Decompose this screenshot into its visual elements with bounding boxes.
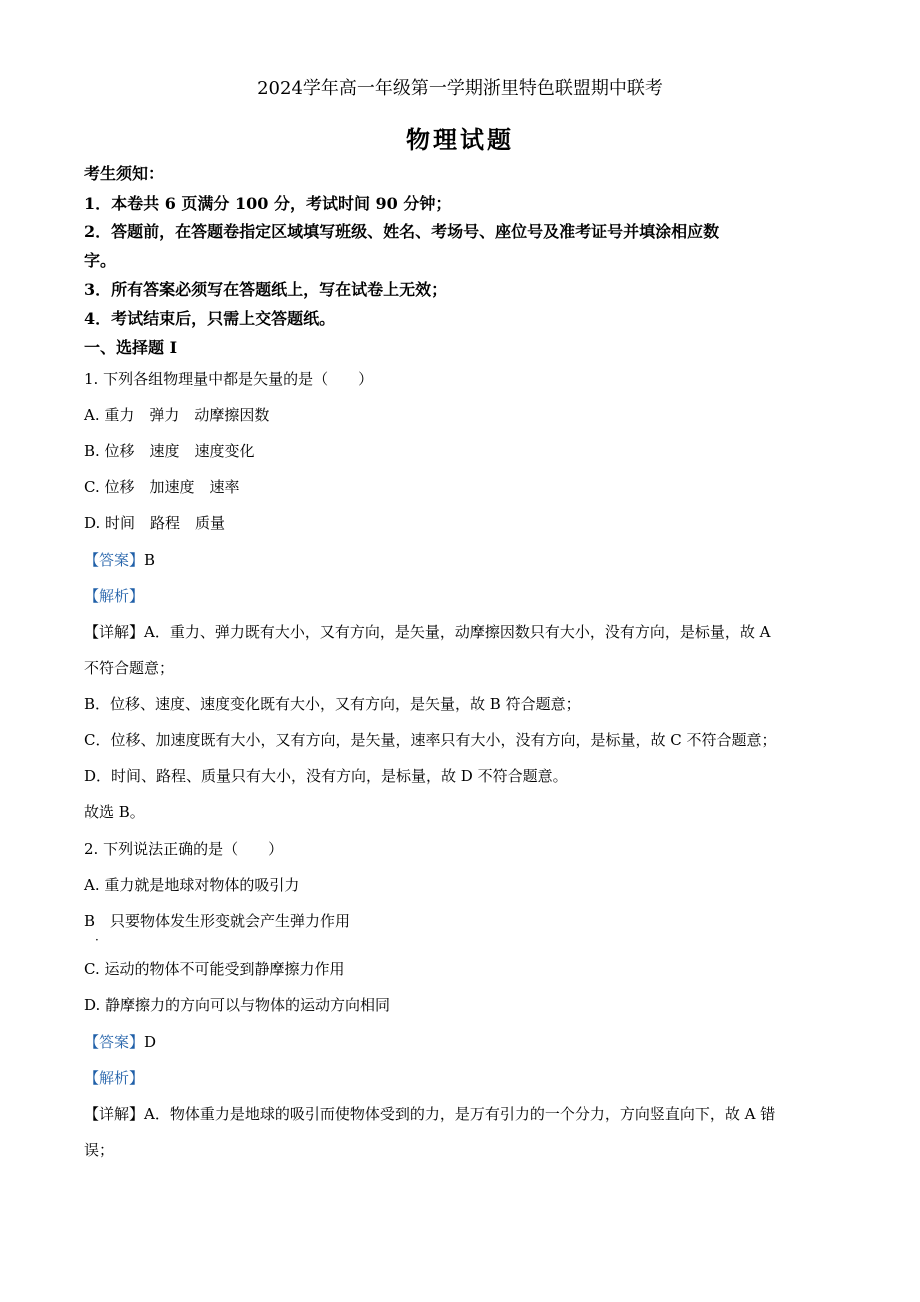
notice-heading: 考生须知： xyxy=(84,164,165,183)
question-2-option-a: A. 重力就是地球对物体的吸引力 xyxy=(84,876,300,894)
exam-title: 2024学年高一年级第一学期浙里特色联盟期中联考 xyxy=(257,78,663,99)
answer-value: D xyxy=(144,1033,157,1051)
detail-line: D．时间、路程、质量只有大小，没有方向，是标量，故 D 不符合题意。 xyxy=(84,767,568,785)
section-title: 一、选择题 I xyxy=(84,338,178,357)
answer-tag: 【答案】 xyxy=(84,551,145,569)
question-1-option-c: C. 位移 加速度 速率 xyxy=(84,478,240,496)
detail-line: 不符合题意； xyxy=(84,659,175,677)
question-2-analysis-tag: 【解析】 xyxy=(84,1069,145,1087)
detail-line: A．重力、弹力既有大小，又有方向，是矢量，动摩擦因数只有大小，没有方向，是标量，故 A xyxy=(144,623,771,641)
detail-tag: 【详解】 xyxy=(84,1105,145,1123)
detail-line: A．物体重力是地球的吸引而使物体受到的力，是万有引力的一个分力，方向竖直向下，故 A 错 xyxy=(144,1105,776,1123)
question-2-option-d: D. 静摩擦力的方向可以与物体的运动方向相同 xyxy=(84,996,391,1014)
detail-line: 误； xyxy=(84,1141,115,1159)
notice-item: 3．所有答案必须写在答题纸上，写在试卷上无效； xyxy=(84,280,448,299)
question-2-option-b: B 只要物体发生形变就会产生弹力作用 xyxy=(84,912,351,930)
notice-item: 4．考试结束后，只需上交答题纸。 xyxy=(84,309,336,328)
question-1-option-b: B. 位移 速度 速度变化 xyxy=(84,442,255,460)
notice-item: 2．答题前，在答题卷指定区域填写班级、姓名、考场号、座位号及准考证号并填涂相应数 xyxy=(84,222,720,241)
answer-tag: 【答案】 xyxy=(84,1033,145,1051)
question-1-option-d: D. 时间 路程 质量 xyxy=(84,514,226,532)
question-1-answer xyxy=(84,550,155,570)
detail-line: 故选 B。 xyxy=(84,803,145,821)
question-1-stem: 1. 下列各组物理量中都是矢量的是（ ） xyxy=(84,370,374,388)
option-dot: · xyxy=(95,933,99,947)
question-2-answer xyxy=(84,1032,156,1052)
subject-title: 物理试题 xyxy=(406,125,514,154)
detail-line: C．位移、加速度既有大小，又有方向，是矢量，速率只有大小，没有方向，是标量，故 C 不符合题意； xyxy=(84,731,777,749)
detail-tag: 【详解】 xyxy=(84,623,145,641)
question-2-stem: 2. 下列说法正确的是（ ） xyxy=(84,840,284,858)
question-2-detail xyxy=(84,1104,775,1124)
question-1-detail xyxy=(84,622,770,642)
answer-value: B xyxy=(144,551,156,569)
question-1-option-a: A. 重力 弹力 动摩擦因数 xyxy=(84,406,270,424)
question-2-option-c: C. 运动的物体不可能受到静摩擦力作用 xyxy=(84,960,345,978)
notice-item: 1．本卷共 6 页满分 100 分，考试时间 90 分钟； xyxy=(84,194,452,213)
question-1-analysis-tag: 【解析】 xyxy=(84,587,145,605)
detail-line: B．位移、速度、速度变化既有大小，又有方向，是矢量，故 B 符合题意； xyxy=(84,695,581,713)
notice-item: 字。 xyxy=(84,251,117,270)
